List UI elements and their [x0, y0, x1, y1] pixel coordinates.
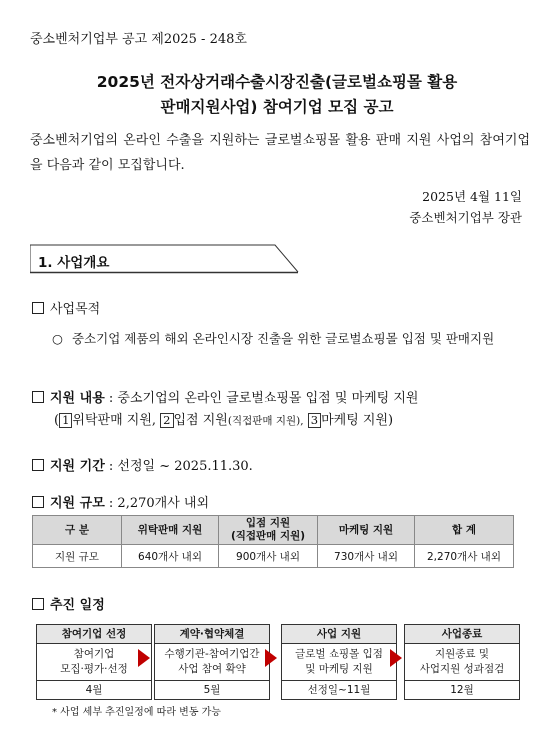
stage-desc-line: 참여기업 — [73, 648, 115, 660]
content-open-paren: ( — [54, 413, 60, 428]
table-header-cell: 위탁판매 지원 — [122, 516, 219, 545]
support-period — [32, 455, 253, 474]
checkbox-square-icon — [32, 598, 44, 610]
notice-number: 중소벤처기업부 공고 제2025 - 248호 — [30, 32, 247, 47]
number-box-3: 3 — [308, 413, 321, 428]
table-header-text: 입점 지원 — [245, 517, 291, 529]
schedule-stage — [281, 624, 397, 700]
objective-text: 중소기업 제품의 해외 온라인시장 진출을 위한 글로벌쇼핑몰 입점 및 판매지원 — [72, 331, 495, 346]
table-cell: 2,270개사 내외 — [415, 545, 514, 568]
content-item-3: 마케팅 지원) — [321, 413, 394, 428]
stage-title: 참여기업 선정 — [37, 625, 151, 644]
table-header-cell: 구 분 — [33, 516, 122, 545]
stage-desc-line: 사업 참여 확약 — [178, 663, 246, 675]
schedule-label: 추진 일정 — [50, 598, 105, 613]
stage-desc-line: 및 마케팅 지원 — [305, 663, 373, 675]
stage-desc-line: 사업지원 성과점검 — [419, 663, 505, 675]
stage-desc — [37, 644, 151, 680]
schedule-footnote: * 사업 세부 추진일정에 따라 변동 가능 — [52, 707, 221, 718]
content-label: 지원 내용 — [50, 391, 105, 406]
objective-body — [52, 328, 522, 350]
schedule-stage — [36, 624, 152, 700]
period-text: : 선정일 ~ 2025.11.30. — [108, 459, 253, 474]
table-cell: 900개사 내외 — [219, 545, 318, 568]
stage-desc — [155, 644, 269, 680]
stage-desc-line: 모집·평가·선정 — [60, 663, 128, 675]
schedule-stage — [154, 624, 270, 700]
objective-label: 사업목적 — [50, 302, 101, 317]
stage-when: 12월 — [405, 680, 519, 699]
objective-heading — [32, 298, 100, 317]
table-header-cell — [219, 516, 318, 545]
table-cell: 730개사 내외 — [318, 545, 415, 568]
number-box-1: 1 — [59, 413, 72, 428]
table-header-cell: 합 계 — [415, 516, 514, 545]
stage-title: 사업종료 — [405, 625, 519, 644]
section-header — [30, 244, 300, 274]
announcement-date: 2025년 4월 11일 — [422, 189, 522, 204]
stage-when: 4월 — [37, 680, 151, 699]
stage-when: 선정일~11월 — [282, 680, 396, 699]
checkbox-square-icon — [32, 391, 44, 403]
circle-bullet-icon: ○ — [52, 331, 63, 346]
stage-desc — [405, 644, 519, 680]
scale-table — [32, 515, 514, 568]
content-intro: : 중소기업의 온라인 글로벌쇼핑몰 입점 및 마케팅 지원 — [108, 391, 419, 406]
number-box-2: 2 — [160, 413, 173, 428]
arrow-right-icon — [390, 649, 402, 667]
period-label: 지원 기간 — [50, 459, 105, 474]
table-header-cell: 마케팅 지원 — [318, 516, 415, 545]
arrow-right-icon — [265, 649, 277, 667]
table-cell: 지원 규모 — [33, 545, 122, 568]
schedule-stage — [404, 624, 520, 700]
table-cell: 640개사 내외 — [122, 545, 219, 568]
schedule-heading — [32, 594, 105, 613]
scale-text: : 2,270개사 내외 — [108, 496, 209, 511]
stage-title: 사업 지원 — [282, 625, 396, 644]
stage-desc-line: 지원종료 및 — [434, 648, 490, 660]
scale-label: 지원 규모 — [50, 496, 105, 511]
intro-paragraph: 중소벤처기업의 온라인 수출을 지원하는 글로벌쇼핑몰 활용 판매 지원 사업의 참여기업을 다음과 같이 모집합니다. — [30, 133, 530, 173]
support-scale — [32, 492, 209, 511]
table-header-row — [33, 516, 514, 545]
section-title: 1. 사업개요 — [38, 255, 110, 271]
arrow-right-icon — [138, 649, 150, 667]
content-item-1: 위탁판매 지원, — [72, 413, 157, 428]
page-title-line1: 2025년 전자상거래수출시장진출(글로벌쇼핑몰 활용 — [96, 73, 458, 91]
support-content — [32, 388, 522, 432]
stage-title: 계약·협약체결 — [155, 625, 269, 644]
stage-desc-line: 수행기관-참여기업간 — [164, 648, 260, 660]
stage-when: 5월 — [155, 680, 269, 699]
stage-desc-line: 글로벌 쇼핑몰 입점 — [295, 648, 383, 660]
content-item-2-sub: (직접판매 지원), — [227, 415, 304, 427]
checkbox-square-icon — [32, 302, 44, 314]
content-item-2: 입점 지원 — [173, 413, 228, 428]
table-row — [33, 545, 514, 568]
issuing-organization: 중소벤처기업부 장관 — [409, 210, 522, 225]
checkbox-square-icon — [32, 496, 44, 508]
table-header-subtext: (직접판매 지원) — [230, 530, 306, 542]
page-title-line2: 판매지원사업) 참여기업 모집 공고 — [160, 98, 394, 116]
stage-desc — [282, 644, 396, 680]
checkbox-square-icon — [32, 459, 44, 471]
